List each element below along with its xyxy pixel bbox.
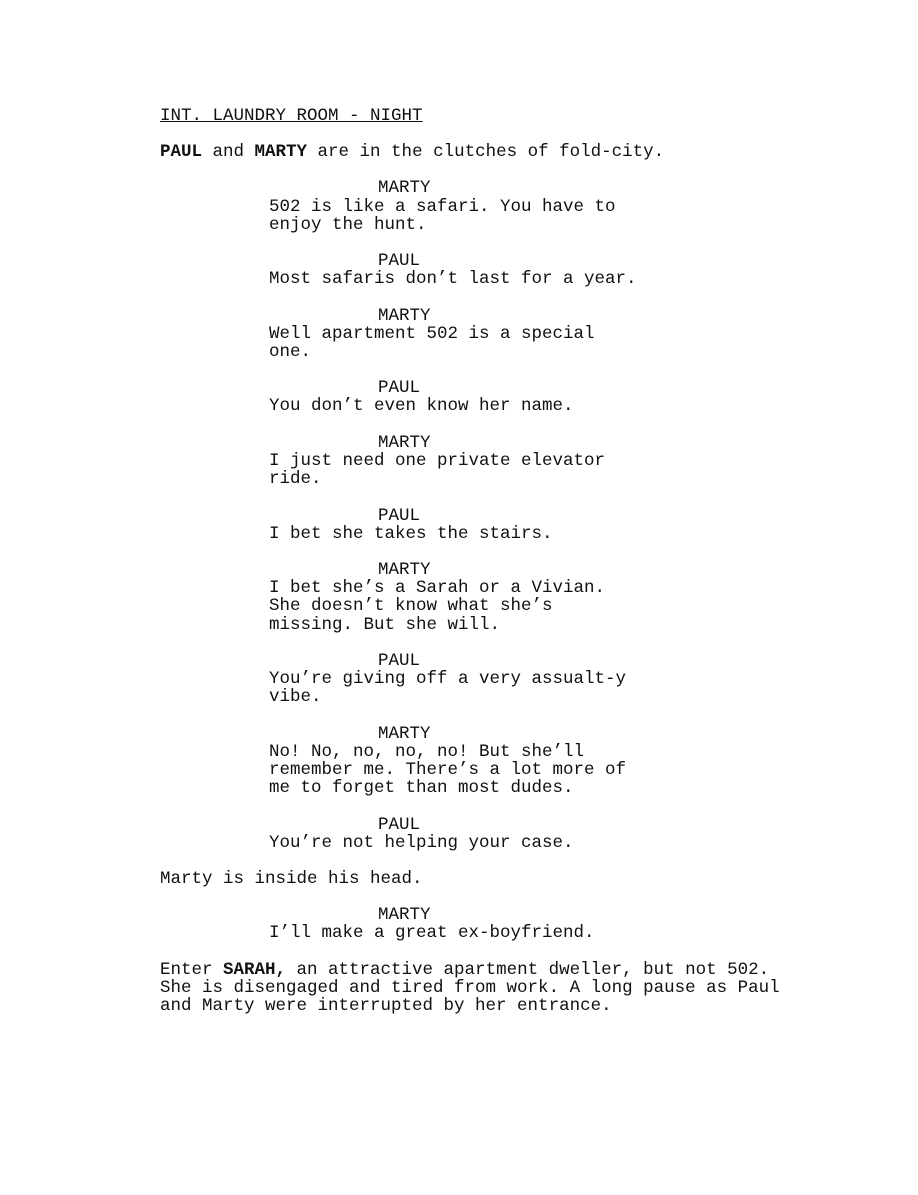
dialogue-line: I bet she takes the stairs. — [269, 523, 553, 544]
dialogue-line: Most safaris don’t last for a year. — [269, 269, 637, 289]
dialogue-line: You’re not helping your case. — [269, 832, 574, 853]
action-closing-line-3: and Marty were interrupted by her entrance. — [160, 996, 612, 1016]
character-cue: PAUL — [378, 251, 421, 271]
character-cue: MARTY — [378, 723, 431, 744]
character-cue: PAUL — [378, 505, 421, 526]
action-closing-line-1 — [160, 961, 769, 979]
dialogue-line: one. — [269, 342, 312, 362]
action-text: and — [202, 142, 255, 162]
character-cue: MARTY — [378, 178, 431, 198]
character-cue: PAUL — [378, 378, 421, 398]
dialogue-line: missing. But she will. — [269, 614, 501, 635]
dialogue-line: I just need one private elevator — [269, 450, 606, 471]
scene-heading: INT. LAUNDRY ROOM - NIGHT — [160, 106, 423, 126]
action-text: are in the clutches of fold-city. — [307, 142, 665, 162]
action-line: Marty is inside his head. — [160, 869, 423, 889]
character-cue: MARTY — [378, 305, 431, 326]
dialogue-line: No! No, no, no, no! But she’ll — [269, 741, 585, 762]
dialogue-line: remember me. There’s a lot more of — [269, 760, 627, 780]
action-intro — [160, 143, 664, 161]
character-name-paul: PAUL — [160, 142, 203, 162]
dialogue-line: Well apartment 502 is a special — [269, 323, 595, 344]
character-cue: PAUL — [378, 651, 421, 671]
action-text: Enter — [160, 959, 224, 980]
character-cue: MARTY — [378, 905, 431, 925]
dialogue-line: me to forget than most dudes. — [269, 778, 574, 799]
dialogue-line: enjoy the hunt. — [269, 214, 427, 235]
dialogue-line: ride. — [269, 469, 322, 489]
dialogue-line: I bet she’s a Sarah or a Vivian. — [269, 578, 606, 598]
dialogue-line: I’ll make a great ex-boyfriend. — [269, 923, 595, 944]
character-cue: MARTY — [378, 432, 431, 453]
character-cue: PAUL — [378, 814, 421, 835]
dialogue-line: You’re giving off a very assualt-y — [269, 669, 627, 689]
dialogue-line: vibe. — [269, 687, 322, 708]
dialogue-line: 502 is like a safari. You have to — [269, 196, 616, 217]
action-text: an attractive apartment dweller, but not 502. — [286, 959, 770, 980]
dialogue-line: She doesn’t know what she’s — [269, 596, 553, 617]
character-name-marty: MARTY — [254, 142, 308, 162]
dialogue-line: You don’t even know her name. — [269, 396, 574, 416]
action-closing-line-2: She is disengaged and tired from work. A long pause as Paul — [160, 977, 780, 998]
character-cue: MARTY — [378, 560, 431, 580]
character-name-sarah: SARAH, — [223, 959, 287, 980]
